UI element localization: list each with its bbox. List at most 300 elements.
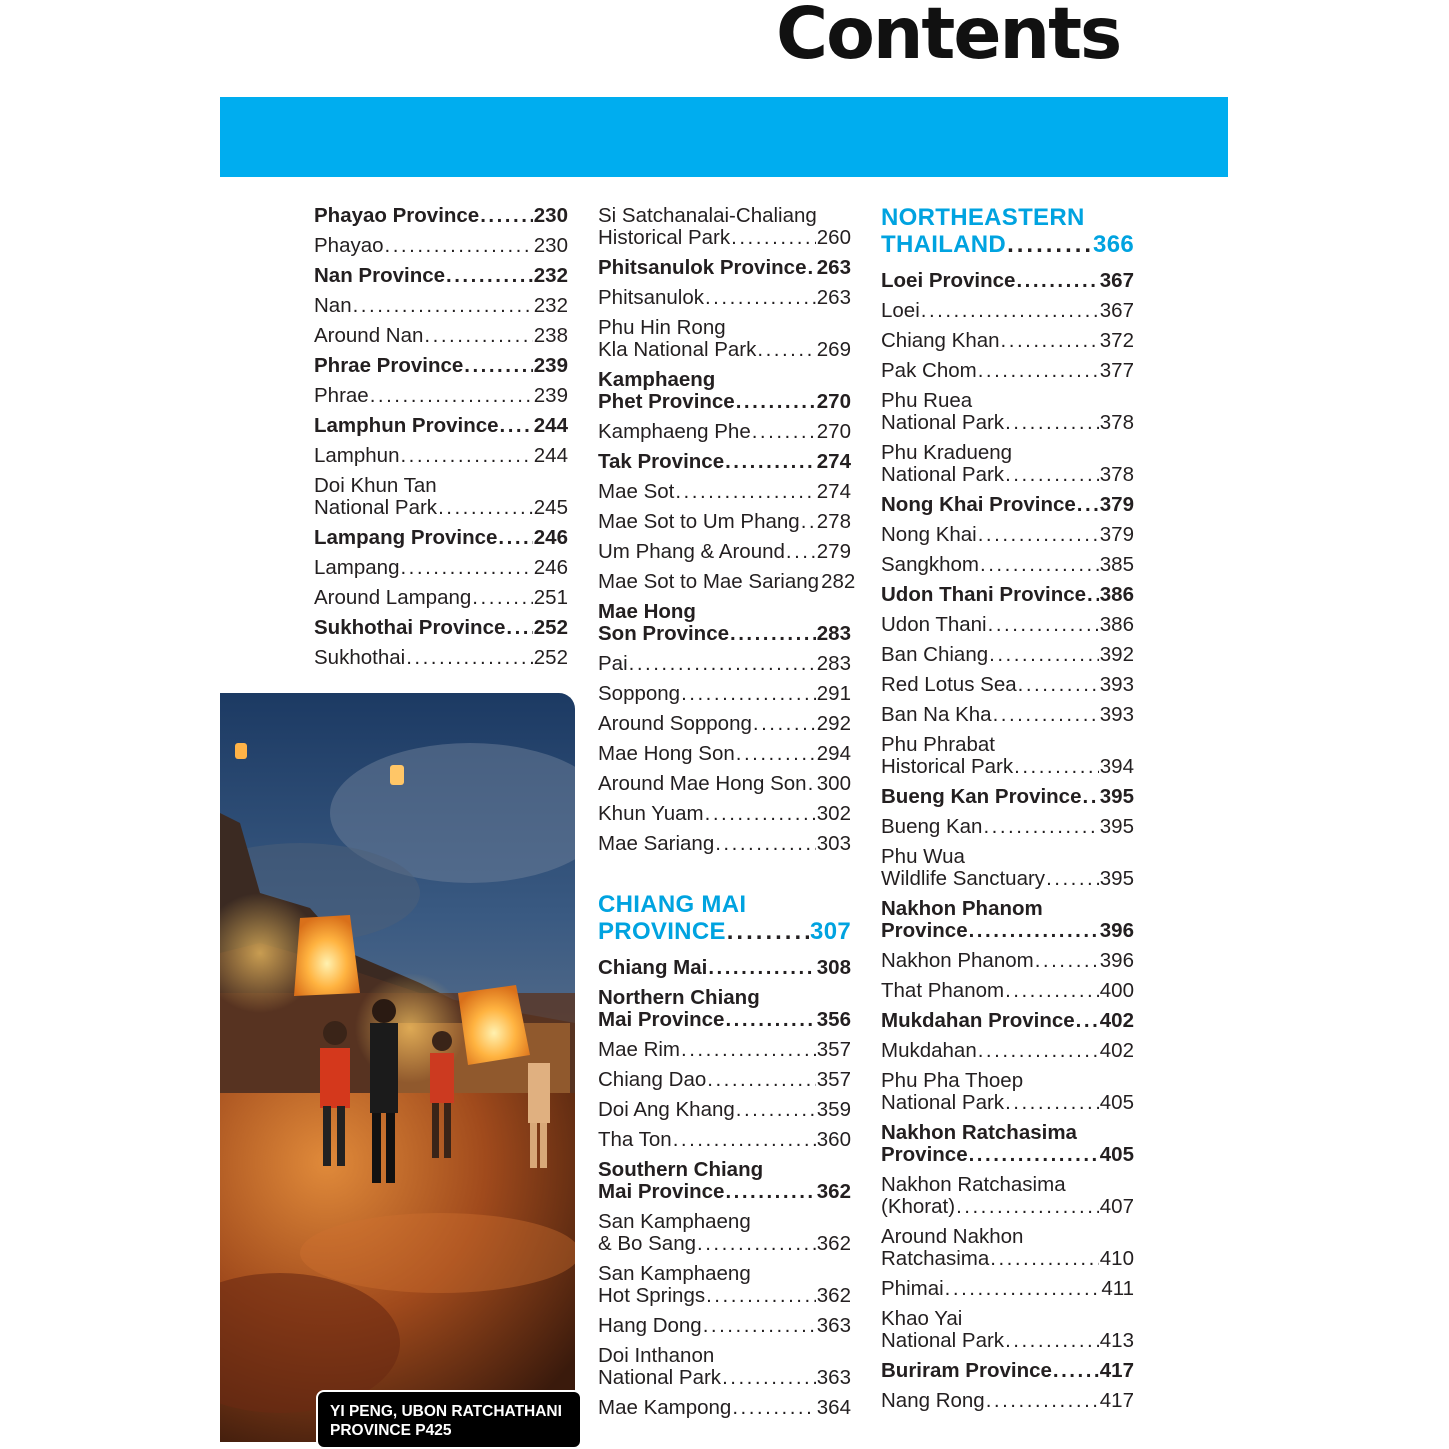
toc-entry[interactable]	[314, 553, 568, 583]
toc-entry-page: 379	[1099, 493, 1134, 516]
toc-entry-title-line1: NORTHEASTERN	[881, 204, 1085, 231]
toc-entry[interactable]	[881, 610, 1134, 640]
toc-entry[interactable]	[598, 1259, 851, 1311]
toc-entry[interactable]	[881, 1386, 1134, 1416]
dot-leader	[697, 1233, 816, 1255]
dot-leader	[705, 287, 816, 309]
toc-entry-title: Mukdahan	[881, 1039, 977, 1062]
caption-line-1: YI PENG, UBON RATCHATHANI	[330, 1403, 562, 1420]
header-band	[220, 97, 1228, 177]
toc-entry-page: 386	[1099, 613, 1134, 636]
toc-entry-page: 362	[816, 1232, 851, 1255]
toc-entry-title-line1: Si Satchanalai-Chaliang	[598, 204, 817, 227]
toc-entry-page: 372	[1099, 329, 1134, 352]
toc-entry-title: (Khorat)	[881, 1195, 956, 1218]
toc-entry-title-line1: Nakhon Phanom	[881, 897, 1043, 920]
dot-leader	[988, 614, 1099, 636]
caption-line-2: PROVINCE P425	[330, 1422, 452, 1439]
toc-entry-title: Lampang	[314, 556, 400, 579]
toc-entry-title: Udon Thani Province	[881, 583, 1087, 606]
toc-entry[interactable]	[314, 523, 568, 553]
dot-leader	[706, 1285, 816, 1307]
dot-leader	[980, 554, 1099, 576]
dot-leader	[969, 1144, 1099, 1166]
toc-entry-page: 396	[1099, 919, 1134, 942]
toc-entry-page: 260	[816, 226, 851, 249]
toc-entry[interactable]	[881, 1222, 1134, 1274]
toc-entry-title: Mae Sot	[598, 480, 675, 503]
toc-entry[interactable]	[881, 356, 1134, 386]
toc-entry[interactable]	[598, 597, 851, 649]
toc-entry-title: Phrae	[314, 384, 369, 407]
toc-entry-page: 244	[533, 444, 568, 467]
toc-entry-title: Red Lotus Sea	[881, 673, 1017, 696]
toc-entry[interactable]	[314, 201, 568, 231]
toc-entry[interactable]	[881, 1036, 1134, 1066]
dot-leader	[725, 1009, 815, 1031]
toc-entry[interactable]	[598, 201, 851, 253]
dot-leader	[978, 524, 1099, 546]
toc-entry[interactable]	[598, 537, 851, 567]
toc-entry-page: 294	[816, 742, 851, 765]
toc-entry[interactable]	[314, 583, 568, 613]
toc-entry-title: Kamphaeng Phe	[598, 420, 751, 443]
toc-entry-page: 308	[816, 956, 851, 979]
toc-entry-page: 252	[533, 616, 568, 639]
toc-entry[interactable]	[881, 1274, 1134, 1304]
toc-entry-page: 364	[816, 1396, 851, 1419]
toc-entry-page: 395	[1099, 867, 1134, 890]
dot-leader	[1005, 412, 1099, 434]
toc-entry-page: 307	[810, 918, 851, 945]
toc-entry[interactable]	[598, 1207, 851, 1259]
toc-entry[interactable]	[881, 842, 1134, 894]
toc-entry[interactable]	[314, 291, 568, 321]
toc-entry-title: Historical Park	[881, 755, 1014, 778]
dot-leader	[353, 295, 533, 317]
toc-entry-title: Mae Hong Son	[598, 742, 735, 765]
toc-entry-page: 283	[816, 652, 851, 675]
dot-leader	[1076, 1010, 1099, 1032]
toc-entry[interactable]	[314, 321, 568, 351]
section-spacer	[598, 859, 851, 889]
page-title: Contents	[776, 0, 1121, 75]
toc-entry-page: 359	[816, 1098, 851, 1121]
contents-column-1	[314, 201, 568, 673]
toc-entry[interactable]	[881, 386, 1134, 438]
toc-entry-page: 302	[816, 802, 851, 825]
toc-entry-page: 246	[533, 556, 568, 579]
toc-entry-page: 378	[1099, 463, 1134, 486]
dot-leader	[1077, 494, 1099, 516]
dot-leader	[727, 918, 809, 945]
toc-entry[interactable]	[598, 507, 851, 537]
toc-entry-title: Nan Province	[314, 264, 446, 287]
toc-entry-page: 291	[816, 682, 851, 705]
toc-entry-title: Lampang Province	[314, 526, 498, 549]
dot-leader	[705, 803, 816, 825]
toc-entry[interactable]	[881, 1170, 1134, 1222]
toc-entry-title-line1: Kamphaeng	[598, 368, 716, 391]
toc-entry-title: Mae Sariang	[598, 832, 715, 855]
toc-entry-title: Around Nan	[314, 324, 424, 347]
dot-leader	[978, 360, 1099, 382]
toc-entry[interactable]	[881, 296, 1134, 326]
dot-leader	[732, 1397, 815, 1419]
dot-leader	[808, 773, 816, 795]
toc-entry-title: Mae Kampong	[598, 1396, 732, 1419]
toc-entry-title: Around Mae Hong Son	[598, 772, 807, 795]
toc-entry-page: 402	[1099, 1009, 1134, 1032]
toc-entry[interactable]	[881, 1304, 1134, 1356]
toc-entry[interactable]	[314, 261, 568, 291]
toc-entry-title: Lamphun Province	[314, 414, 499, 437]
toc-entry-title: Chiang Mai	[598, 956, 708, 979]
toc-entry[interactable]	[598, 1393, 851, 1423]
toc-entry-page: 300	[816, 772, 851, 795]
toc-entry[interactable]	[881, 640, 1134, 670]
toc-entry-title: THAILAND	[881, 231, 1007, 258]
toc-entry-title: Pai	[598, 652, 628, 675]
toc-entry[interactable]	[881, 520, 1134, 550]
toc-entry-title-line1: Around Nakhon	[881, 1225, 1024, 1248]
toc-entry-title: Tak Province	[598, 450, 725, 473]
dot-leader	[675, 481, 815, 503]
contents-column-3	[881, 202, 1134, 1416]
dot-leader	[370, 385, 533, 407]
dot-leader	[731, 227, 816, 249]
toc-entry-title-line1: Northern Chiang	[598, 986, 760, 1009]
toc-entry-page: 239	[533, 384, 568, 407]
toc-entry-title: Province	[881, 919, 968, 942]
dot-leader	[722, 1367, 816, 1389]
dot-leader	[480, 205, 533, 227]
toc-entry-title-line1: Phu Ruea	[881, 389, 973, 412]
toc-entry[interactable]	[598, 649, 851, 679]
toc-entry-page: 417	[1099, 1359, 1134, 1382]
toc-entry-page: 238	[533, 324, 568, 347]
dot-leader	[500, 415, 533, 437]
toc-entry-page: 395	[1099, 785, 1134, 808]
toc-entry-title: Historical Park	[598, 226, 731, 249]
dot-leader	[472, 587, 532, 609]
toc-entry[interactable]	[598, 417, 851, 447]
toc-entry-title-line1: Mae Hong	[598, 600, 696, 623]
dot-leader	[753, 713, 816, 735]
toc-entry-title: Pak Chom	[881, 359, 977, 382]
toc-entry-page: 377	[1099, 359, 1134, 382]
dot-leader	[801, 511, 816, 533]
toc-entry-page: 367	[1099, 299, 1134, 322]
dot-leader	[736, 743, 816, 765]
toc-entry-page: 395	[1099, 815, 1134, 838]
toc-entry[interactable]	[598, 253, 851, 283]
toc-entry-title: Mai Province	[598, 1008, 725, 1031]
dot-leader	[400, 557, 532, 579]
toc-entry[interactable]	[881, 946, 1134, 976]
dot-leader	[1005, 1092, 1099, 1114]
toc-entry[interactable]	[314, 351, 568, 381]
toc-entry-title: & Bo Sang	[598, 1232, 697, 1255]
toc-entry-title-line1: CHIANG MAI	[598, 891, 747, 918]
toc-entry[interactable]	[598, 953, 851, 983]
dot-leader	[681, 683, 816, 705]
toc-entry[interactable]	[881, 266, 1134, 296]
dot-leader	[1005, 464, 1099, 486]
toc-entry-page: 410	[1099, 1247, 1134, 1270]
toc-entry-title: Province	[881, 1143, 968, 1166]
toc-entry-title: Nong Khai	[881, 523, 977, 546]
toc-entry[interactable]	[598, 1341, 851, 1393]
section-heading[interactable]	[881, 202, 1134, 266]
dot-leader	[1005, 980, 1099, 1002]
toc-entry-title: National Park	[598, 1366, 722, 1389]
toc-entry-title: Around Lampang	[314, 586, 472, 609]
toc-entry-page: 396	[1099, 949, 1134, 972]
dot-leader	[506, 617, 532, 639]
dot-leader	[681, 1039, 816, 1061]
toc-entry[interactable]	[881, 782, 1134, 812]
dot-leader	[406, 647, 533, 669]
toc-entry[interactable]	[598, 313, 851, 365]
toc-entry[interactable]	[598, 567, 856, 597]
toc-entry[interactable]	[881, 1356, 1134, 1386]
dot-leader	[1046, 868, 1099, 890]
toc-entry-title: Phayao	[314, 234, 384, 257]
toc-entry-title: That Phanom	[881, 979, 1005, 1002]
dot-leader	[730, 623, 816, 645]
toc-entry-page: 400	[1099, 979, 1134, 1002]
toc-entry-page: 270	[816, 390, 851, 413]
toc-entry-page: 252	[533, 646, 568, 669]
dot-leader	[707, 1069, 816, 1091]
toc-entry-title: Loei	[881, 299, 920, 322]
toc-entry-page: 356	[816, 1008, 851, 1031]
toc-entry-page: 244	[533, 414, 568, 437]
toc-entry[interactable]	[598, 283, 851, 313]
toc-entry-title: Bueng Kan Province	[881, 785, 1082, 808]
toc-entry-page: 413	[1099, 1329, 1134, 1352]
toc-entry-page: 270	[816, 420, 851, 443]
toc-entry-page: 362	[816, 1284, 851, 1307]
toc-entry[interactable]	[881, 812, 1134, 842]
toc-entry-page: 367	[1099, 269, 1134, 292]
toc-entry[interactable]	[598, 679, 851, 709]
toc-entry[interactable]	[881, 438, 1134, 490]
toc-entry-page: 239	[533, 354, 568, 377]
dot-leader	[1007, 231, 1092, 258]
toc-entry[interactable]	[598, 1125, 851, 1155]
toc-entry[interactable]	[598, 365, 851, 417]
toc-entry[interactable]	[598, 1095, 851, 1125]
toc-entry[interactable]	[881, 1066, 1134, 1118]
toc-entry-title: Nang Rong	[881, 1389, 985, 1412]
dot-leader	[807, 257, 815, 279]
toc-entry-title: Nakhon Phanom	[881, 949, 1034, 972]
toc-entry-title-line1: Doi Khun Tan	[314, 474, 437, 497]
toc-entry[interactable]	[314, 411, 568, 441]
toc-entry-title: Buriram Province	[881, 1359, 1052, 1382]
toc-entry-title-line1: San Kamphaeng	[598, 1210, 751, 1233]
toc-entry[interactable]	[314, 441, 568, 471]
toc-entry-page: 402	[1099, 1039, 1134, 1062]
toc-entry-page: 278	[816, 510, 851, 533]
toc-entry-page: 232	[533, 264, 568, 287]
toc-entry-title: Ban Chiang	[881, 643, 989, 666]
toc-entry-page: 263	[816, 286, 851, 309]
toc-entry-title: Phimai	[881, 1277, 944, 1300]
dot-leader	[1001, 330, 1099, 352]
toc-entry-title: Mae Sot to Um Phang	[598, 510, 800, 533]
dot-leader	[498, 527, 532, 549]
toc-entry[interactable]	[598, 1065, 851, 1095]
toc-entry[interactable]	[314, 231, 568, 261]
toc-entry[interactable]	[598, 739, 851, 769]
toc-entry-title: Bueng Kan	[881, 815, 983, 838]
dot-leader	[400, 445, 532, 467]
toc-entry-title: Nan	[314, 294, 352, 317]
toc-entry-page: 274	[816, 450, 851, 473]
toc-entry[interactable]	[598, 1311, 851, 1341]
toc-entry[interactable]	[598, 447, 851, 477]
toc-entry-title: National Park	[881, 411, 1005, 434]
toc-entry-title: Phayao Province	[314, 204, 480, 227]
toc-entry-title: Phitsanulok	[598, 286, 704, 309]
dot-leader	[424, 325, 532, 347]
toc-entry[interactable]	[598, 1035, 851, 1065]
toc-entry-page: 417	[1099, 1389, 1134, 1412]
toc-entry-page: 232	[533, 294, 568, 317]
toc-entry-title: Chiang Khan	[881, 329, 1000, 352]
contents-column-2	[598, 201, 856, 1423]
toc-entry[interactable]	[881, 730, 1134, 782]
toc-entry-title: Phitsanulok Province	[598, 256, 807, 279]
dot-leader	[438, 497, 533, 519]
toc-entry-title: Chiang Dao	[598, 1068, 707, 1091]
dot-leader	[969, 920, 1099, 942]
toc-entry-title: Hot Springs	[598, 1284, 706, 1307]
toc-entry-page: 405	[1099, 1091, 1134, 1114]
toc-entry-title: Hang Dong	[598, 1314, 702, 1337]
dot-leader	[786, 541, 816, 563]
toc-entry-title-line1: Nakhon Ratchasima	[881, 1121, 1077, 1144]
toc-entry-title: Phrae Province	[314, 354, 464, 377]
cover-photo	[220, 693, 575, 1442]
toc-entry-page: 393	[1099, 703, 1134, 726]
toc-entry[interactable]	[314, 381, 568, 411]
toc-entry-page: 366	[1093, 231, 1134, 258]
toc-entry-title: Kla National Park	[598, 338, 757, 361]
dot-leader	[921, 300, 1099, 322]
toc-entry-title: Khun Yuam	[598, 802, 704, 825]
toc-entry-page: 282	[821, 570, 856, 593]
toc-entry[interactable]	[598, 1155, 851, 1207]
toc-entry-page: 230	[533, 234, 568, 257]
toc-entry-title-line1: Nakhon Ratchasima	[881, 1173, 1066, 1196]
toc-entry[interactable]	[598, 983, 851, 1035]
dot-leader	[725, 1181, 815, 1203]
toc-entry[interactable]	[314, 471, 568, 523]
toc-entry[interactable]	[881, 490, 1134, 520]
dot-leader	[986, 1390, 1099, 1412]
toc-entry-page: 303	[816, 832, 851, 855]
toc-entry[interactable]	[598, 769, 851, 799]
dot-leader	[725, 451, 816, 473]
toc-entry-title: PROVINCE	[598, 918, 726, 945]
dot-leader	[1016, 270, 1098, 292]
toc-entry-page: 357	[816, 1068, 851, 1091]
dot-leader	[629, 653, 816, 675]
toc-entry[interactable]	[314, 613, 568, 643]
toc-entry-title: Udon Thani	[881, 613, 987, 636]
toc-entry-page: 407	[1099, 1195, 1134, 1218]
toc-entry-title: Mae Rim	[598, 1038, 681, 1061]
toc-entry-page: 292	[816, 712, 851, 735]
toc-entry-page: 411	[1101, 1277, 1134, 1300]
section-heading[interactable]	[598, 889, 851, 953]
toc-entry-title: Around Soppong	[598, 712, 752, 735]
toc-entry-title: Sukhothai Province	[314, 616, 506, 639]
dot-leader	[945, 1278, 1101, 1300]
toc-entry[interactable]	[881, 550, 1134, 580]
toc-entry-page: 269	[816, 338, 851, 361]
dot-leader	[385, 235, 533, 257]
photo-caption	[316, 1390, 582, 1449]
dot-leader	[956, 1196, 1099, 1218]
dot-leader	[708, 957, 815, 979]
toc-entry-title-line1: Doi Inthanon	[598, 1344, 715, 1367]
toc-entry-title: Sukhothai	[314, 646, 406, 669]
toc-entry-title: Um Phang & Around	[598, 540, 785, 563]
toc-entry[interactable]	[881, 1006, 1134, 1036]
toc-entry-page: 263	[816, 256, 851, 279]
toc-entry[interactable]	[881, 580, 1134, 610]
toc-entry[interactable]	[881, 894, 1134, 946]
toc-entry[interactable]	[314, 643, 568, 673]
toc-entry[interactable]	[598, 829, 851, 859]
toc-entry-title-line1: Southern Chiang	[598, 1158, 764, 1181]
toc-entry[interactable]	[598, 799, 851, 829]
toc-entry-title: Mai Province	[598, 1180, 725, 1203]
toc-entry-page: 392	[1099, 643, 1134, 666]
toc-entry[interactable]	[598, 709, 851, 739]
toc-entry-page: 385	[1099, 553, 1134, 576]
toc-entry-page: 283	[816, 622, 851, 645]
dot-leader	[1053, 1360, 1099, 1382]
toc-entry-title: Phet Province	[598, 390, 735, 413]
toc-entry[interactable]	[598, 477, 851, 507]
toc-entry-page: 386	[1099, 583, 1134, 606]
dot-leader	[1083, 786, 1099, 808]
toc-entry[interactable]	[881, 976, 1134, 1006]
toc-entry-page: 378	[1099, 411, 1134, 434]
toc-entry[interactable]	[881, 1118, 1134, 1170]
dot-leader	[1005, 1330, 1099, 1352]
toc-entry-title: National Park	[881, 463, 1005, 486]
toc-entry[interactable]	[881, 700, 1134, 730]
toc-entry-title: Soppong	[598, 682, 681, 705]
toc-entry-title-line1: Phu Kradueng	[881, 441, 1013, 464]
toc-entry[interactable]	[881, 670, 1134, 700]
toc-entry-title: Mae Sot to Mae Sariang	[598, 570, 820, 593]
toc-entry-title-line1: Phu Phrabat	[881, 733, 995, 756]
toc-entry-page: 360	[816, 1128, 851, 1151]
toc-entry[interactable]	[881, 326, 1134, 356]
dot-leader	[1018, 674, 1099, 696]
toc-entry-title: National Park	[881, 1329, 1005, 1352]
dot-leader	[993, 704, 1099, 726]
toc-entry-title: Wildlife Sanctuary	[881, 867, 1046, 890]
